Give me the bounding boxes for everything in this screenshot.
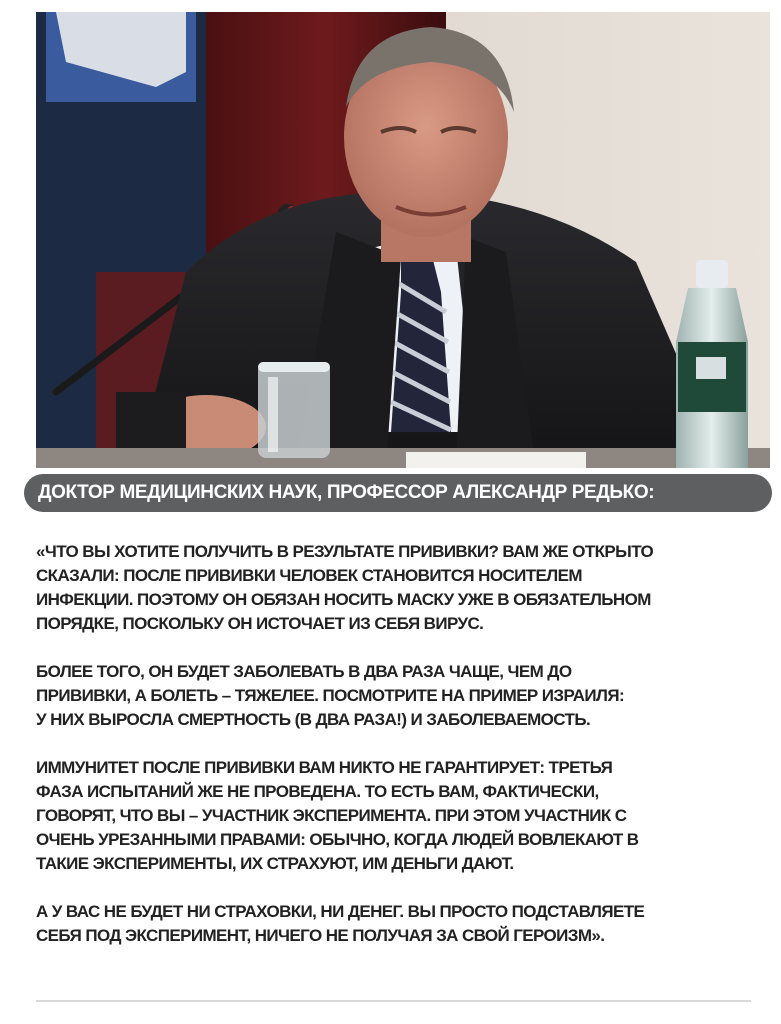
divider	[36, 1000, 751, 1002]
quote-line: А У ВАС НЕ БУДЕТ НИ СТРАХОВКИ, НИ ДЕНЕГ. ВЫ ПРОСТО ПОДСТАВЛЯЕТЕ	[36, 902, 645, 921]
quote-paragraph	[36, 660, 776, 732]
quote-line: «ЧТО ВЫ ХОТИТЕ ПОЛУЧИТЬ В РЕЗУЛЬТАТЕ ПРИВИВКИ? ВАМ ЖЕ ОТКРЫТО	[36, 542, 654, 561]
quote-line: ПРИВИВКИ, А БОЛЕТЬ – ТЯЖЕЛЕЕ. ПОСМОТРИТЕ НА ПРИМЕР ИЗРАИЛЯ:	[36, 686, 625, 705]
quote-line: ФАЗА ИСПЫТАНИЙ ЖЕ НЕ ПРОВЕДЕНА. ТО ЕСТЬ ВАМ, ФАКТИЧЕСКИ,	[36, 782, 599, 801]
quote-paragraph	[36, 756, 776, 876]
quote-paragraph	[36, 540, 776, 636]
quote-text	[36, 540, 776, 972]
speaker-photo	[36, 12, 770, 468]
quote-line: СЕБЯ ПОД ЭКСПЕРИМЕНТ, НИЧЕГО НЕ ПОЛУЧАЯ ЗА СВОЙ ГЕРОИЗМ».	[36, 926, 605, 945]
quote-line: ИММУНИТЕТ ПОСЛЕ ПРИВИВКИ ВАМ НИКТО НЕ ГАРАНТИРУЕТ: ТРЕТЬЯ	[36, 758, 613, 777]
quote-line: ГОВОРЯТ, ЧТО ВЫ – УЧАСТНИК ЭКСПЕРИМЕНТА. ПРИ ЭТОМ УЧАСТНИК С	[36, 806, 627, 825]
quote-line: ИНФЕКЦИИ. ПОЭТОМУ ОН ОБЯЗАН НОСИТЬ МАСКУ УЖЕ В ОБЯЗАТЕЛЬНОМ	[36, 590, 651, 609]
quote-line: БОЛЕЕ ТОГО, ОН БУДЕТ ЗАБОЛЕВАТЬ В ДВА РАЗА ЧАЩЕ, ЧЕМ ДО	[36, 662, 572, 681]
quote-line: У НИХ ВЫРОСЛА СМЕРТНОСТЬ (В ДВА РАЗА!) И ЗАБОЛЕВАЕМОСТЬ.	[36, 710, 591, 729]
quote-line: СКАЗАЛИ: ПОСЛЕ ПРИВИВКИ ЧЕЛОВЕК СТАНОВИТСЯ НОСИТЕЛЕМ	[36, 566, 582, 585]
author-caption-banner: ДОКТОР МЕДИЦИНСКИХ НАУК, ПРОФЕССОР АЛЕКСАНДР РЕДЬКО:	[24, 474, 772, 512]
quote-line: ПОРЯДКЕ, ПОСКОЛЬКУ ОН ИСТОЧАЕТ ИЗ СЕБЯ ВИРУС.	[36, 614, 484, 633]
quote-line: ОЧЕНЬ УРЕЗАННЫМИ ПРАВАМИ: ОБЫЧНО, КОГДА ЛЮДЕЙ ВОВЛЕКАЮТ В	[36, 830, 639, 849]
quote-paragraph	[36, 900, 776, 948]
quote-line: ТАКИЕ ЭКСПЕРИМЕНТЫ, ИХ СТРАХУЮТ, ИМ ДЕНЬГИ ДАЮТ.	[36, 854, 514, 873]
speaker-photo-illustration	[36, 12, 770, 468]
